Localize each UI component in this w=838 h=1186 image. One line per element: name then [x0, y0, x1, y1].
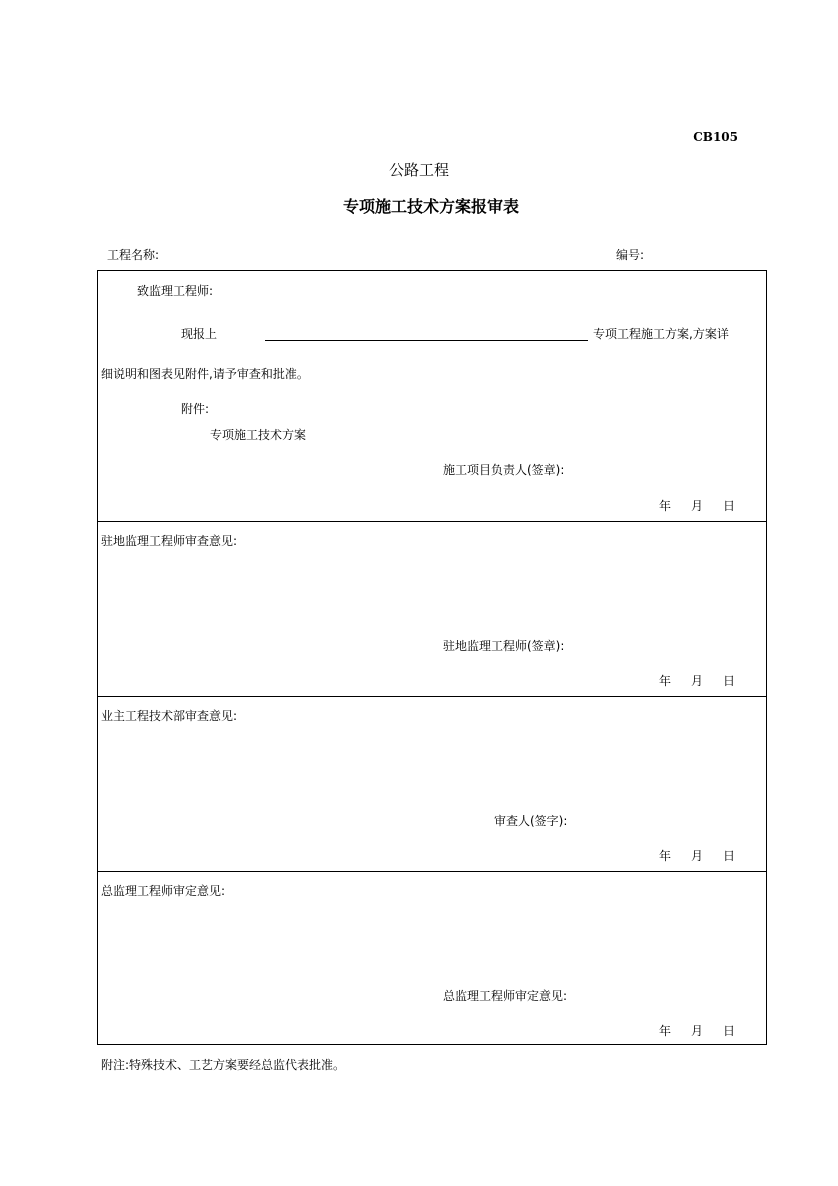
- project-name-blank-line[interactable]: [265, 340, 588, 341]
- chief-decision-section: [98, 872, 766, 1046]
- date-month: 月: [691, 674, 704, 688]
- date-year: 年: [659, 674, 672, 688]
- form-title: 专项施工技术方案报审表: [342, 197, 519, 216]
- number-label: 编号:: [616, 248, 645, 262]
- resident-review-heading: 驻地监理工程师审查意见:: [101, 534, 238, 548]
- date-line: [659, 1022, 735, 1039]
- addressee-text: 致监理工程师:: [137, 284, 214, 298]
- owner-review-heading: 业主工程技术部审查意见:: [101, 709, 238, 723]
- form-subtitle: 公路工程: [388, 161, 449, 179]
- chief-decision-heading: 总监理工程师审定意见:: [101, 884, 226, 898]
- chief-signer-label: 总监理工程师审定意见:: [443, 989, 568, 1003]
- date-day: 日: [723, 1024, 736, 1038]
- date-month: 月: [691, 499, 704, 513]
- report-second-line: 细说明和图表见附件,请予审查和批准。: [101, 367, 309, 381]
- date-day: 日: [723, 674, 736, 688]
- date-year: 年: [659, 849, 672, 863]
- attachment-label: 附件:: [181, 402, 210, 416]
- approval-form-table: [97, 270, 767, 1045]
- resident-review-section: [98, 522, 766, 697]
- resident-signer-label: 驻地监理工程师(签章):: [443, 639, 565, 653]
- date-month: 月: [691, 849, 704, 863]
- report-suffix-text: 专项工程施工方案,方案详: [593, 327, 729, 341]
- date-year: 年: [659, 499, 672, 513]
- attachment-item: 专项施工技术方案: [210, 428, 307, 442]
- form-code: CB105: [693, 130, 738, 144]
- owner-signer-label: 审查人(签字):: [494, 814, 568, 828]
- date-line: [659, 672, 735, 689]
- date-line: [659, 847, 735, 864]
- date-line: [659, 497, 735, 514]
- contractor-signer-label: 施工项目负责人(签章):: [443, 463, 565, 477]
- project-name-label: 工程名称:: [107, 248, 160, 262]
- owner-review-section: [98, 697, 766, 872]
- report-prefix-text: 现报上: [181, 327, 218, 341]
- footnote: 附注:特殊技术、工艺方案要经总监代表批准。: [101, 1058, 346, 1072]
- submission-section: [98, 271, 766, 522]
- date-month: 月: [691, 1024, 704, 1038]
- date-day: 日: [723, 499, 736, 513]
- date-day: 日: [723, 849, 736, 863]
- date-year: 年: [659, 1024, 672, 1038]
